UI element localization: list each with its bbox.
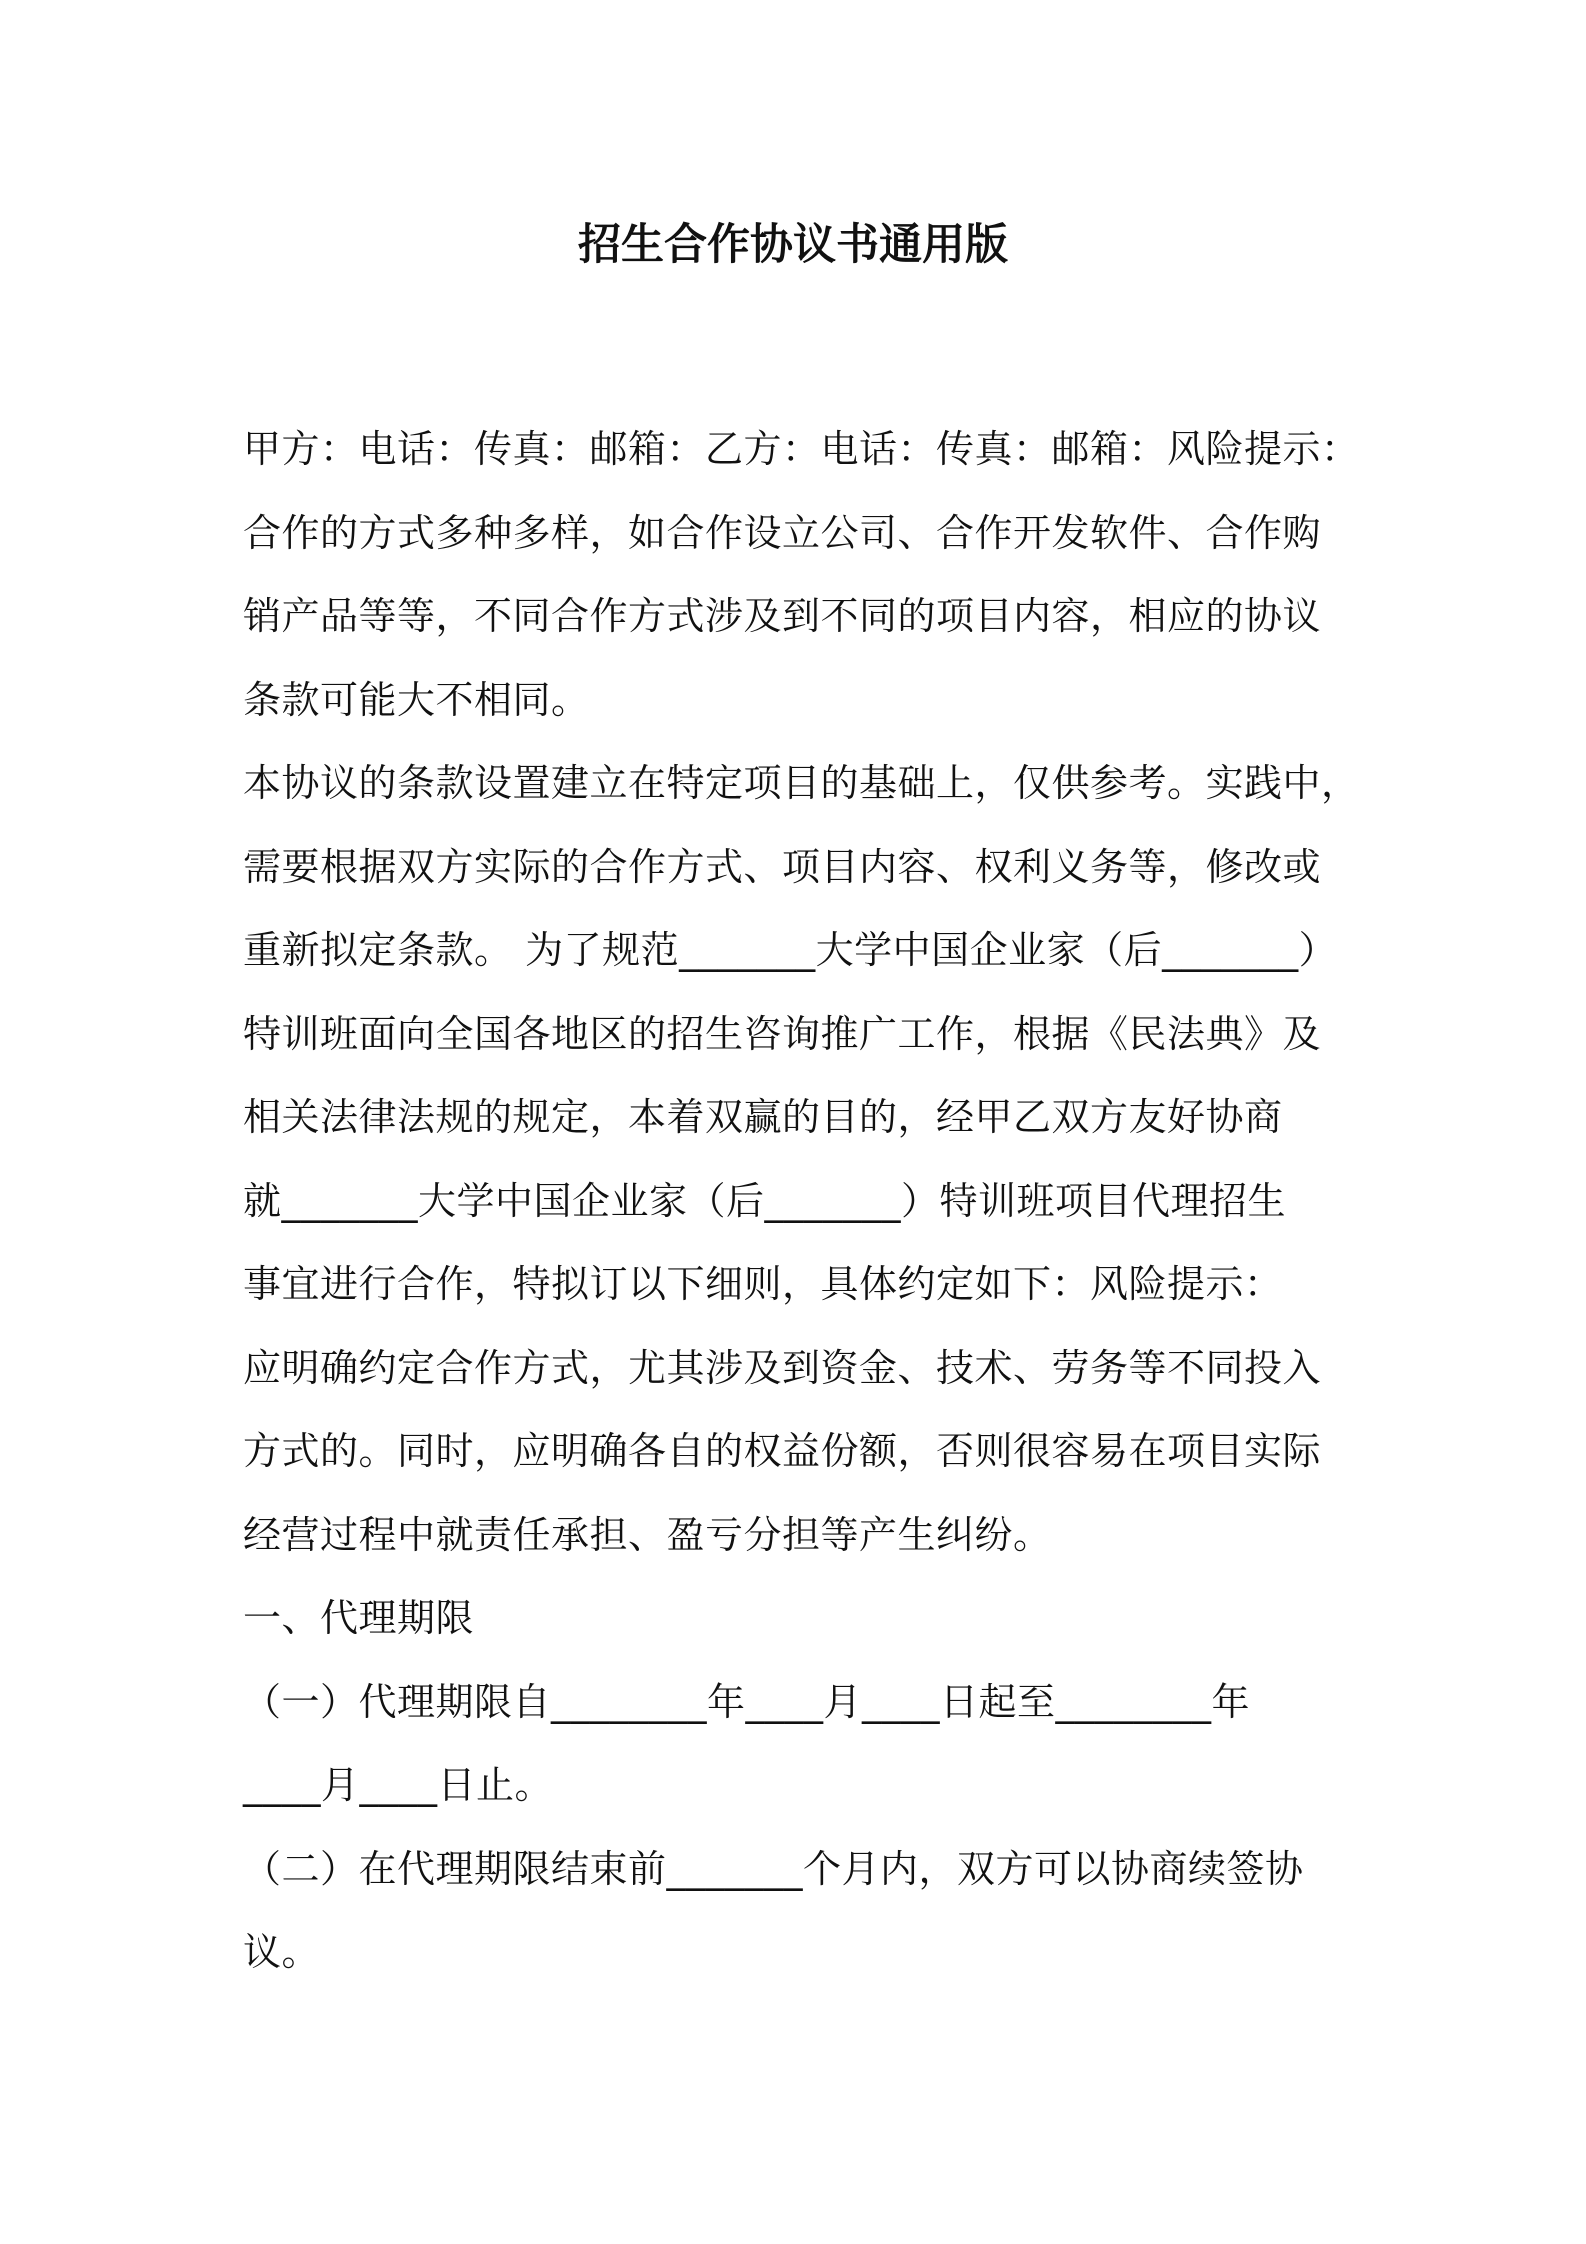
body-line: 重新拟定条款。 为了规范_______大学中国企业家（后_______） bbox=[243, 928, 1338, 972]
body-line: 经营过程中就责任承担、盈亏分担等产生纠纷。 bbox=[243, 1512, 1052, 1557]
body-line: 事宜进行合作，特拟订以下细则，具体约定如下：风险提示： bbox=[243, 1262, 1283, 1306]
body-line: 本协议的条款设置建立在特定项目的基础上，仅供参考。实践中， bbox=[243, 761, 1360, 805]
document-body bbox=[243, 408, 1363, 1995]
body-line: 条款可能大不相同。 bbox=[243, 677, 590, 722]
body-line: 相关法律法规的规定，本着双赢的目的，经甲乙双方友好协商 bbox=[243, 1095, 1283, 1139]
body-line: （二）在代理期限结束前_______个月内，双方可以协商续签协 bbox=[243, 1846, 1304, 1891]
body-line: 销产品等等，不同合作方式涉及到不同的项目内容，相应的协议 bbox=[243, 594, 1322, 638]
section-heading: 一、代理期限 bbox=[243, 1596, 475, 1640]
body-line: 合作的方式多种多样，如合作设立公司、合作开发软件、合作购 bbox=[243, 510, 1322, 555]
body-line: 就_______大学中国企业家（后_______）特训班项目代理招生 bbox=[243, 1178, 1287, 1223]
body-line: 议。 bbox=[243, 1930, 321, 1974]
body-line: ____月____日止。 bbox=[243, 1763, 554, 1807]
body-line: 应明确约定合作方式，尤其涉及到资金、技术、劳务等不同投入 bbox=[243, 1345, 1322, 1390]
body-line: 特训班面向全国各地区的招生咨询推广工作，根据《民法典》及 bbox=[243, 1011, 1322, 1056]
document-title: 招生合作协议书通用版 bbox=[578, 220, 1008, 270]
body-line: 需要根据双方实际的合作方式、项目内容、权利义务等，修改或 bbox=[243, 844, 1322, 889]
body-line: （一）代理期限自________年____月____日起至________年 bbox=[243, 1679, 1251, 1724]
body-line: 方式的。同时，应明确各自的权益份额，否则很容易在项目实际 bbox=[243, 1429, 1322, 1473]
body-line: 甲方：电话：传真：邮箱：乙方：电话：传真：邮箱：风险提示： bbox=[243, 427, 1360, 471]
